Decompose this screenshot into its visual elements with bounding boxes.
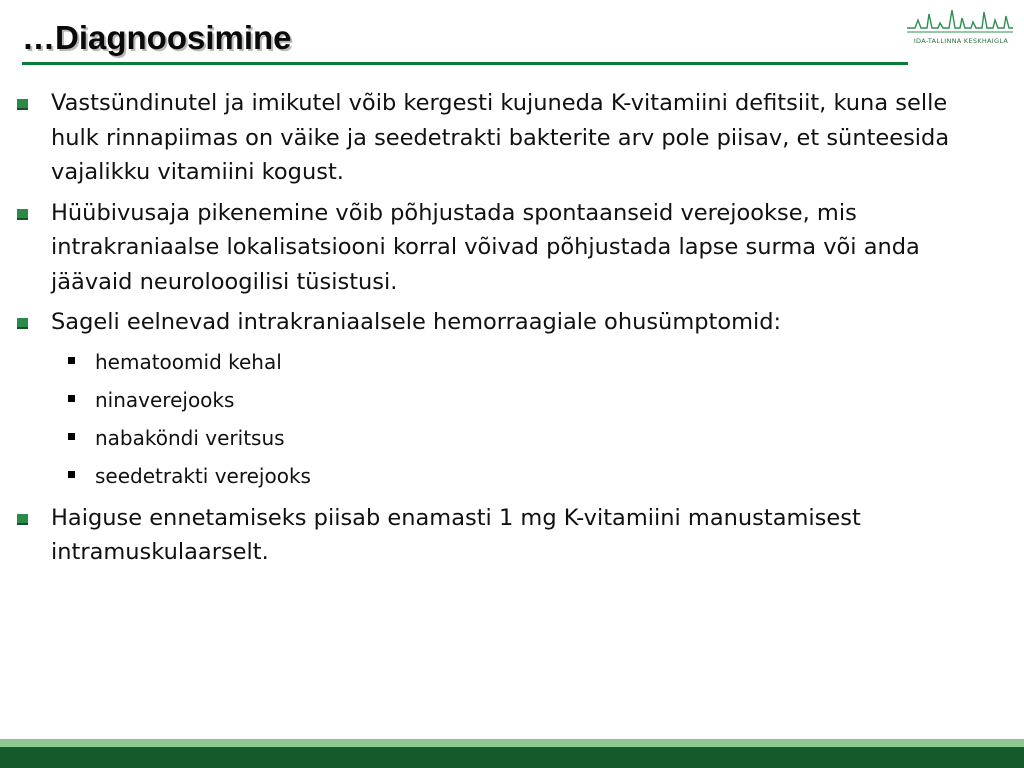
sub-bullet-item <box>0 457 994 495</box>
small-square-bullet-icon <box>68 395 75 402</box>
bullet-text: Vastsündinutel ja imikutel võib kergesti kujuneda K-vitamiini defitsiit, kuna selle hulk rinnapiimas on väike ja seedetrakti bakterite arv pole piisav, et sünteesida vajalikku vitamiini kogust. <box>51 90 950 185</box>
bullet-item <box>0 305 1024 495</box>
bullet-item <box>0 86 1024 190</box>
small-square-bullet-icon <box>68 357 75 364</box>
square-bullet-icon <box>17 99 28 110</box>
ecg-skyline-icon <box>905 6 1015 36</box>
square-bullet-icon <box>17 318 28 329</box>
small-square-bullet-icon <box>68 433 75 440</box>
sub-bullet-text: nabaköndi veritsus <box>95 425 285 450</box>
sub-bullet-text: ninaverejooks <box>95 387 235 412</box>
small-square-bullet-icon <box>68 471 75 478</box>
sub-bullet-text: seedetrakti verejooks <box>95 463 311 488</box>
bullet-text: Hüübivusaja pikenemine võib põhjustada spontaanseid verejookse, mis intrakraniaalse lokalisatsiooni korral võivad põhjustada lapse surma või anda jäävaid neuroloogilisi tüsistusi. <box>51 199 920 295</box>
sub-bullet-item <box>0 343 994 381</box>
bullet-text: Sageli eelnevad intrakraniaalsele hemorraagiale ohusümptomid: <box>51 309 782 335</box>
sub-bullet-list <box>51 343 994 495</box>
bullet-text: Haiguse ennetamiseks piisab enamasti 1 mg K-vitamiini manustamisest intramuskulaarselt. <box>51 504 861 565</box>
square-bullet-icon <box>17 209 28 220</box>
bullet-item <box>0 501 1024 570</box>
logo-text: IDA-TALLINNA KESKHAIGLA <box>913 37 1009 45</box>
sub-bullet-item <box>0 419 994 457</box>
sub-bullet-text: hematoomid kehal <box>95 349 282 374</box>
bullet-list <box>0 86 1024 570</box>
hospital-logo <box>905 6 1017 48</box>
footer-band-light <box>0 739 1024 747</box>
bullet-item <box>0 196 1024 300</box>
sub-bullet-item <box>0 381 994 419</box>
slide-content <box>0 86 1024 576</box>
square-bullet-icon <box>17 514 28 525</box>
slide-title: …Diagnoosimine <box>22 19 292 56</box>
footer-band-dark <box>0 747 1024 768</box>
title-underline <box>22 62 908 65</box>
